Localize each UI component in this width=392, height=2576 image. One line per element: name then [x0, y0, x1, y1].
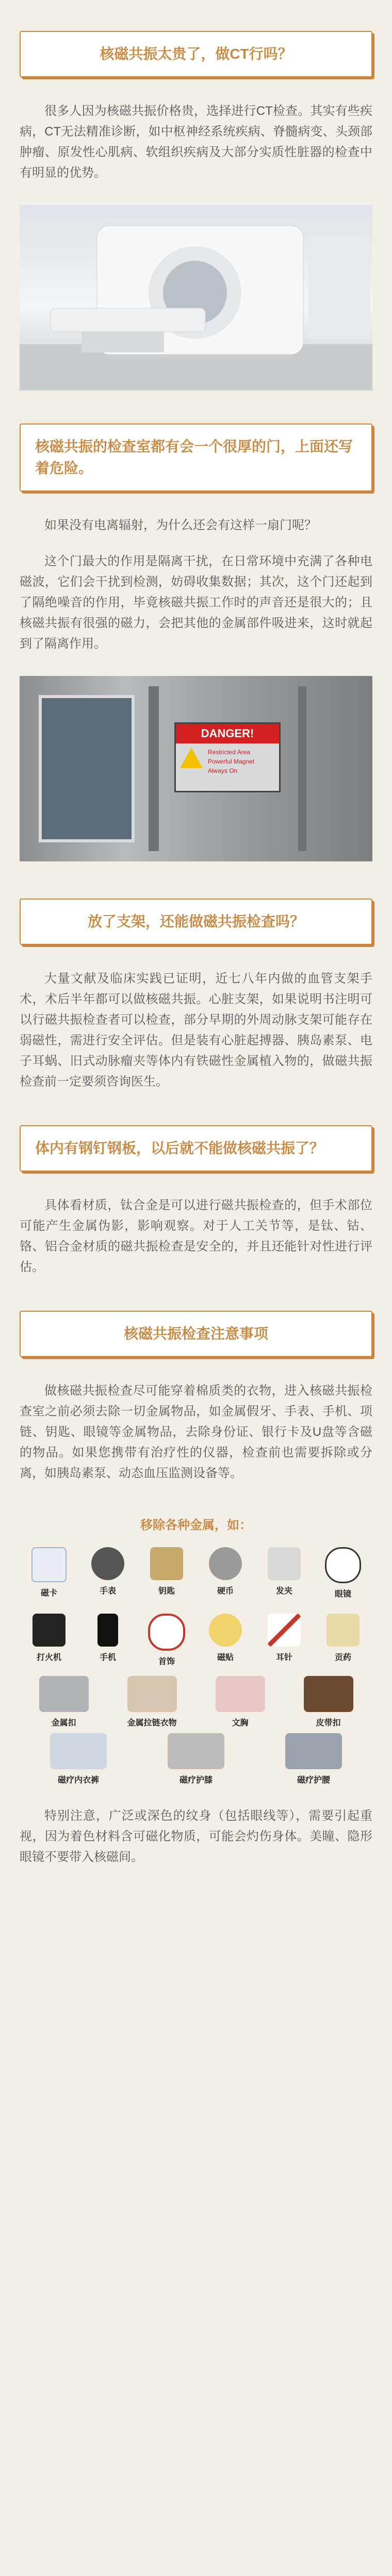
item-keys: 钥匙	[137, 1547, 196, 1599]
item-lighter: 打火机	[20, 1614, 78, 1667]
item-bra: 文胸	[196, 1676, 284, 1728]
paragraph: 如果没有电离辐射，为什么还会有这样一扇门呢？	[44, 518, 317, 532]
remove-metal-title: 移除各种金属，如：	[140, 1518, 252, 1532]
paragraph: 做核磁共振检查尽可能穿着棉质类的衣物，进入核磁共振检查室之前必须去除一切金属物品，如金属假牙、手表、手机、项链、钥匙、眼镜等金属物品，去除身份证、银行卡及U盘等含磁的物品。如果您携带有治疗性的仪器，检查前也需要拆除或分离，如胰岛素泵、动态血压监测设备等。	[20, 1384, 372, 1480]
lighter-icon	[32, 1614, 66, 1647]
section-heading: 核磁共振的检查室都有会一个很厚的门，上面还写着危险。	[20, 423, 372, 492]
watch-icon	[91, 1547, 124, 1580]
section-3	[20, 899, 372, 945]
mri-machine-icon	[20, 205, 372, 391]
card-icon	[31, 1547, 67, 1582]
item-magnet-patch: 磁贴	[196, 1614, 255, 1667]
item-metal-button: 金属扣	[20, 1676, 108, 1728]
section-2	[20, 423, 372, 492]
section-heading: 核磁共振太贵了，做CT行吗？	[20, 31, 372, 77]
magnetic-therapy-row	[20, 1733, 372, 1785]
metal-items-row	[20, 1547, 372, 1599]
paragraph: 很多人因为核磁共振价格贵，选择进行CT检查。其实有些疾病，CT无法精准诊断，如中枢神经系统疾病、脊髓病变、头颈部肿瘤、原发性心肌病、软组织疾病及大部分实质性脏器的检查中有明显的优势。	[20, 104, 372, 180]
final-paragraph: 特别注意，广泛或深色的纹身（包括眼线等），需要引起重视，因为着色材料含可磁化物质，可能会灼伤身体。美瞳、隐形眼镜不要带入核磁间。	[20, 1809, 372, 1864]
item-zipper-clothes: 金属拉链衣物	[108, 1676, 196, 1728]
patch-icon	[326, 1614, 360, 1647]
item-phone: 手机	[78, 1614, 137, 1667]
item-belt-buckle: 皮带扣	[284, 1676, 372, 1728]
zipper-icon	[127, 1676, 177, 1712]
item-hairpin: 发夹	[255, 1547, 314, 1599]
paragraph: 具体看材质，钛合金是可以进行磁共振检查的，但手术部位可能产生金属伪影，影响观察。对于人工关节等，是钛、钴、铬、铝合金材质的磁共振检查是安全的，并且还能针对性进行评估。	[20, 1198, 372, 1274]
button-icon	[39, 1676, 89, 1712]
item-magnetic-waist: 磁疗护腰	[255, 1733, 372, 1785]
item-watch: 手表	[78, 1547, 137, 1599]
article	[20, 0, 372, 1880]
section-4	[20, 1125, 372, 1172]
item-ear-needle: 耳针	[255, 1614, 314, 1667]
warning-icon	[180, 748, 203, 768]
needle-icon	[268, 1614, 301, 1647]
bra-icon	[216, 1676, 265, 1712]
section-heading: 体内有钢钉钢板，以后就不能做核磁共振了？	[20, 1125, 372, 1172]
danger-sign-title: DANGER!	[176, 724, 279, 743]
magnet-patch-icon	[209, 1614, 242, 1647]
danger-sign	[174, 722, 281, 792]
danger-sign-line: Powerful Magnet	[208, 758, 255, 765]
danger-sign-line: Restricted Area	[208, 749, 251, 756]
hairpin-icon	[268, 1547, 301, 1580]
shielded-door-photo	[20, 676, 372, 861]
jewelry-icon	[148, 1614, 185, 1651]
coin-icon	[209, 1547, 242, 1580]
item-coin: 硬币	[196, 1547, 255, 1599]
paragraph: 这个门最大的作用是隔离干扰，在日常环境中充满了各种电磁波，它们会干扰到检测，妨碍收集数据；其次，这个门还起到了隔绝噪音的作用，毕竟核磁共振工作时的声音还是很大的；且核磁共振有很强的磁力，会把其他的金属部件吸进来，这时就起到了隔离作用。	[20, 554, 372, 651]
metal-items-row	[20, 1614, 372, 1667]
clothing-items-row	[20, 1676, 372, 1728]
item-medicine-patch: 贡药	[314, 1614, 372, 1667]
belt-icon	[304, 1676, 353, 1712]
waist-brace-icon	[285, 1733, 342, 1769]
glasses-icon	[325, 1547, 361, 1583]
mri-machine-photo	[20, 205, 372, 391]
underwear-icon	[50, 1733, 107, 1769]
phone-icon	[97, 1614, 118, 1647]
danger-sign-line: Always On	[208, 767, 238, 774]
section-heading: 放了支架，还能做磁共振检查吗？	[20, 899, 372, 945]
knee-brace-icon	[168, 1733, 224, 1769]
item-glasses: 眼镜	[314, 1547, 372, 1599]
item-magnetic-knee: 磁疗护膝	[137, 1733, 255, 1785]
item-magnetic-underwear: 磁疗内衣裤	[20, 1733, 137, 1785]
key-icon	[150, 1547, 183, 1580]
paragraph: 大量文献及临床实践已证明，近七八年内做的血管支架手术，术后半年都可以做核磁共振。心脏支架，如果说明书注明可以行磁共振检查者可以检查，部分早期的外周动脉支架可能存在弱磁性，需进行安全评估。但是装有心脏起搏器、胰岛素泵、电子耳蜗、旧式动脉瘤夹等体内有铁磁性金属植入物的，做磁共振检查前一定要须咨询医生。	[20, 972, 372, 1089]
section-heading: 核磁共振检查注意事项	[20, 1311, 372, 1357]
item-jewelry: 首饰	[137, 1614, 196, 1667]
item-card: 磁卡	[20, 1547, 78, 1599]
section-1	[20, 31, 372, 77]
section-5	[20, 1311, 372, 1357]
